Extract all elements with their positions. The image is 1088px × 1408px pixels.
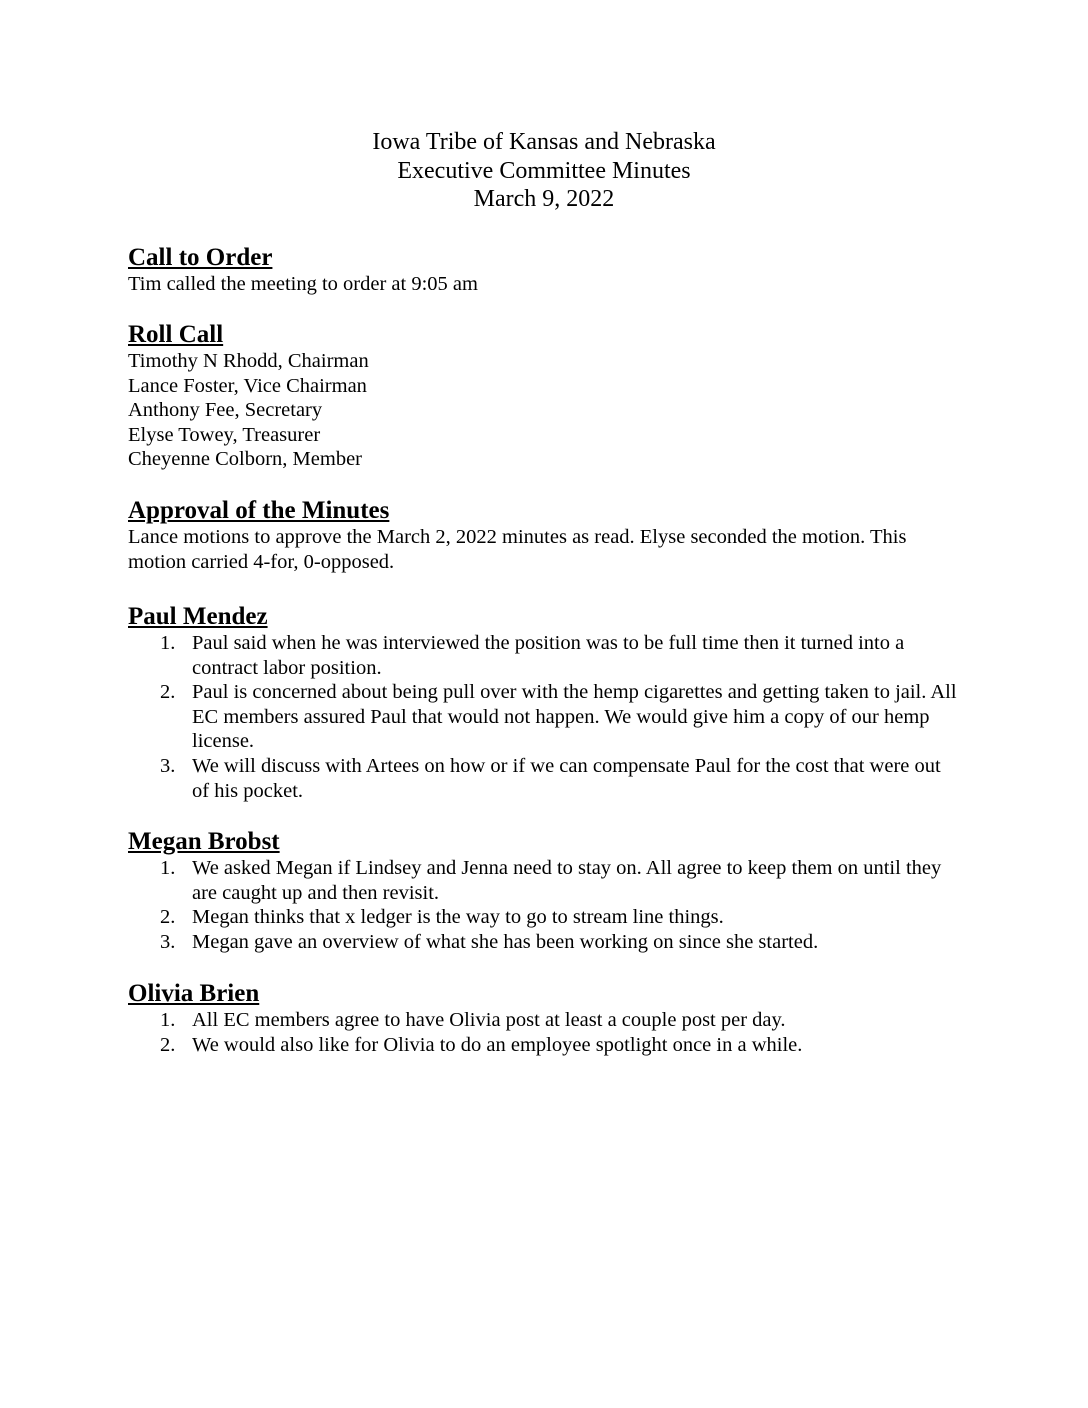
section-heading: Paul Mendez <box>128 603 268 630</box>
roll-call-member: Elyse Towey, Treasurer <box>128 423 321 446</box>
list-item-number: 3. <box>160 930 176 953</box>
list-item-text: All EC members agree to have Olivia post at least a couple post per day. <box>192 1009 786 1031</box>
section-megan-brobst <box>128 828 958 954</box>
list-item <box>128 680 958 754</box>
list-item-number: 1. <box>160 1009 176 1031</box>
list-item-number: 2. <box>160 1033 176 1056</box>
list-item-text: We asked Megan if Lindsey and Jenna need to stay on. All agree to keep them on until they are caught up and then revisit. <box>192 857 942 904</box>
olivia-items-list <box>128 1008 958 1057</box>
list-item-number: 2. <box>160 681 176 704</box>
roll-call-list <box>128 349 958 472</box>
section-heading: Olivia Brien <box>128 980 260 1007</box>
list-item-text: We will discuss with Artees on how or if we can compensate Paul for the cost that were out of his pocket. <box>192 754 941 802</box>
meeting-date: March 9, 2022 <box>473 186 615 212</box>
document-title: Executive Committee Minutes <box>397 157 691 184</box>
roll-call-member: Lance Foster, Vice Chairman <box>128 374 367 397</box>
roll-call-member: Anthony Fee, Secretary <box>128 399 323 422</box>
list-item-text: Megan thinks that x ledger is the way to go to stream line things. <box>192 906 724 929</box>
list-item-text: Megan gave an overview of what she has been working on since she started. <box>192 930 819 953</box>
paul-items-list <box>128 631 958 803</box>
section-heading: Approval of the Minutes <box>128 497 390 524</box>
list-item-number: 2. <box>160 906 176 929</box>
list-item <box>128 930 958 955</box>
list-item-number: 3. <box>160 754 176 777</box>
section-olivia-brien <box>128 980 958 1057</box>
section-call-to-order <box>128 244 958 297</box>
call-to-order-text: Tim called the meeting to order at 9:05 am <box>128 273 478 295</box>
list-item-text: Paul is concerned about being pull over with the hemp cigarettes and getting taken to jail. All EC members assured Paul that would not happen. We would give him a copy of our hemp license. <box>192 681 957 753</box>
section-roll-call <box>128 321 958 472</box>
approval-text: Lance motions to approve the March 2, 2022 minutes as read. Elyse seconded the motion. This motion carried 4-for, 0-opposed. <box>128 526 907 573</box>
roll-call-member: Timothy N Rhodd, Chairman <box>128 350 369 372</box>
section-paul-mendez <box>128 603 958 803</box>
list-item <box>128 631 958 680</box>
list-item <box>128 1033 958 1058</box>
document-header <box>0 128 1088 214</box>
list-item-text: We would also like for Olivia to do an employee spotlight once in a while. <box>192 1033 803 1056</box>
list-item <box>128 754 958 803</box>
list-item <box>128 1008 958 1033</box>
list-item-number: 1. <box>160 632 176 654</box>
megan-items-list <box>128 856 958 954</box>
organization-name: Iowa Tribe of Kansas and Nebraska <box>372 129 716 155</box>
list-item-text: Paul said when he was interviewed the position was to be full time then it turned into a contract labor position. <box>192 632 905 679</box>
roll-call-member: Cheyenne Colborn, Member <box>128 448 362 471</box>
section-heading: Megan Brobst <box>128 828 280 855</box>
list-item-number: 1. <box>160 857 176 879</box>
section-approval-of-minutes <box>128 497 958 574</box>
list-item <box>128 905 958 930</box>
section-heading: Call to Order <box>128 244 273 271</box>
section-heading: Roll Call <box>128 321 224 348</box>
list-item <box>128 856 958 905</box>
